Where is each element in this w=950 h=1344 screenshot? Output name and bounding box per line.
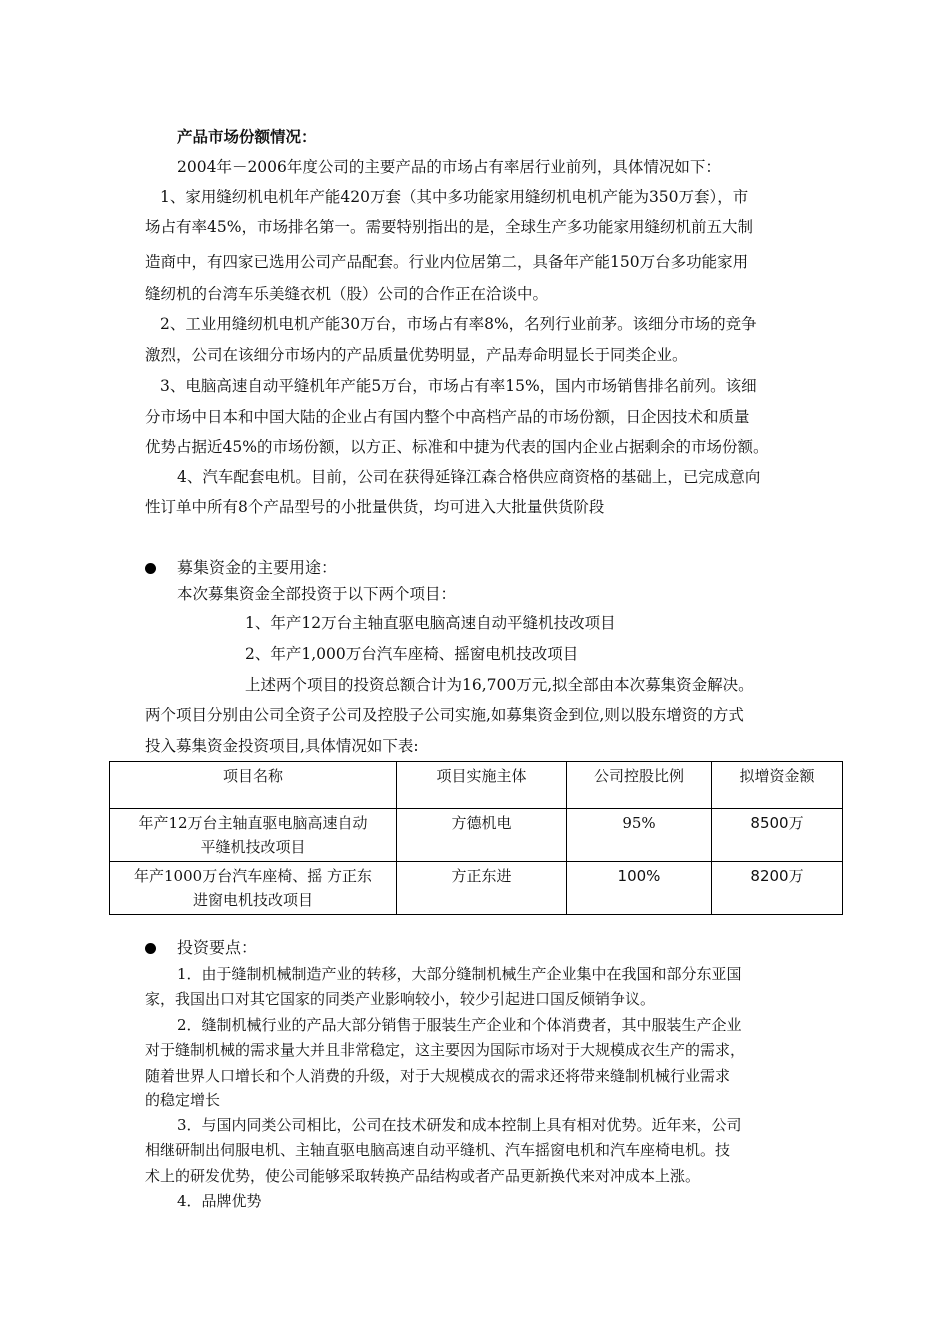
project-entity-cell: 方正东进 <box>397 862 567 915</box>
invest-point4: 4．品牌优势 <box>177 1192 262 1210</box>
market-item1-line: 造商中，有四家已选用公司产品配套。行业内位居第二，具备年产能150万台多功能家用 <box>145 253 749 271</box>
invest-point3-line: 术上的研发优势，使公司能够采取转换产品结构或者产品更新换代来对冲成本上涨。 <box>145 1167 701 1185</box>
invest-point3-line: 相继研制出伺服电机、主轴直驱电脑高速自动平缝机、汽车摇窗电机和汽车座椅电机。技 <box>145 1141 731 1159</box>
market-section-title: 产品市场份额情况： <box>177 127 317 146</box>
table-header-cell: 公司控股比例 <box>567 762 712 809</box>
project-name-line: 进窗电机技改项目 <box>192 891 313 909</box>
market-item3-line: 优势占据近45%的市场份额，以方正、标准和中捷为代表的国内企业占据剩余的市场份额。 <box>145 438 769 456</box>
table-row <box>110 809 843 862</box>
invest-point1-line: 1．由于缝制机械制造产业的转移，大部分缝制机械生产企业集中在我国和部分东亚国 <box>177 965 742 983</box>
invest-point2-line: 随着世界人口增长和个人消费的升级，对于大规模成衣的需求还将带来缝制机械行业需求 <box>145 1067 731 1085</box>
project-ratio-cell: 100% <box>567 862 712 915</box>
project-entity-cell: 方德机电 <box>397 809 567 862</box>
project-name-line: 平缝机技改项目 <box>200 838 306 856</box>
funds-heading: 募集资金的主要用途： <box>177 558 338 577</box>
table-header-cell: 拟增资金额 <box>712 762 843 809</box>
invest-heading: 投资要点： <box>177 938 258 957</box>
bullet-icon <box>145 563 156 574</box>
market-item1-line: 场占有率45%，市场排名第一。需要特别指出的是，全球生产多功能家用缝纫机前五大制 <box>145 218 753 236</box>
project-ratio-cell: 95% <box>567 809 712 862</box>
market-item1-line: 1、家用缝纫机电机年产能420万套（其中多功能家用缝纫机电机产能为350万套），市 <box>160 188 749 206</box>
market-item3-line: 3、电脑高速自动平缝机年产能5万台，市场占有率15%，国内市场销售排名前列。该细 <box>160 377 757 395</box>
funds-intro: 本次募集资金全部投资于以下两个项目： <box>177 585 457 603</box>
market-intro: 2004年－2006年度公司的主要产品的市场占有率居行业前列，具体情况如下： <box>177 158 721 176</box>
market-item4-line: 性订单中所有8个产品型号的小批量供货，均可进入大批量供货阶段 <box>145 498 605 516</box>
project-name-line: 年产12万台主轴直驱电脑高速自动 <box>138 814 368 832</box>
table-row <box>110 862 843 915</box>
table-header-cell: 项目名称 <box>110 762 397 809</box>
table-header-cell: 项目实施主体 <box>397 762 567 809</box>
funds-summary-line: 两个项目分别由公司全资子公司及控股子公司实施,如募集资金到位,则以股东增资的方式 <box>145 706 744 724</box>
project-name-cell <box>110 862 397 915</box>
market-item2-line: 2、工业用缝纫机电机产能30万台，市场占有率8%，名列行业前茅。该细分市场的竞争 <box>160 315 757 333</box>
invest-point2-line: 2．缝制机械行业的产品大部分销售于服装生产企业和个体消费者，其中服装生产企业 <box>177 1016 742 1034</box>
invest-point3-line: 3．与国内同类公司相比，公司在技术研发和成本控制上具有相对优势。近年来，公司 <box>177 1116 742 1134</box>
invest-point2-line: 对于缝制机械的需求量大并且非常稳定，这主要因为国际市场对于大规模成衣生产的需求， <box>145 1041 746 1059</box>
market-item1-line: 缝纫机的台湾车乐美缝衣机（股）公司的合作正在洽谈中。 <box>145 285 549 303</box>
invest-point2-line: 的稳定增长 <box>145 1091 221 1109</box>
project-amount-cell: 8500万 <box>712 809 843 862</box>
market-item4-line: 4、汽车配套电机。目前，公司在获得延锋江森合格供应商资格的基础上，已完成意向 <box>177 468 761 486</box>
project-name-line: 年产1000万台汽车座椅、摇 方正东 <box>134 867 372 885</box>
market-item3-line: 分市场中日本和中国大陆的企业占有国内整个中高档产品的市场份额，日企因技术和质量 <box>145 408 750 426</box>
bullet-icon <box>145 943 156 954</box>
invest-point1-line: 家，我国出口对其它国家的同类产业影响较小，较少引起进口国反倾销争议。 <box>145 990 656 1008</box>
project-amount-cell: 8200万 <box>712 862 843 915</box>
project-table <box>109 761 843 915</box>
funds-summary-line: 上述两个项目的投资总额合计为16,700万元,拟全部由本次募集资金解决。 <box>245 676 754 694</box>
market-item2-line: 激烈，公司在该细分市场内的产品质量优势明显，产品寿命明显长于同类企业。 <box>145 346 688 364</box>
funds-project1: 1、年产12万台主轴直驱电脑高速自动平缝机技改项目 <box>245 614 616 632</box>
project-name-cell <box>110 809 397 862</box>
funds-summary-line: 投入募集资金投资项目,具体情况如下表: <box>145 737 419 755</box>
table-header-row <box>110 762 843 809</box>
funds-project2: 2、年产1,000万台汽车座椅、摇窗电机技改项目 <box>245 645 579 663</box>
